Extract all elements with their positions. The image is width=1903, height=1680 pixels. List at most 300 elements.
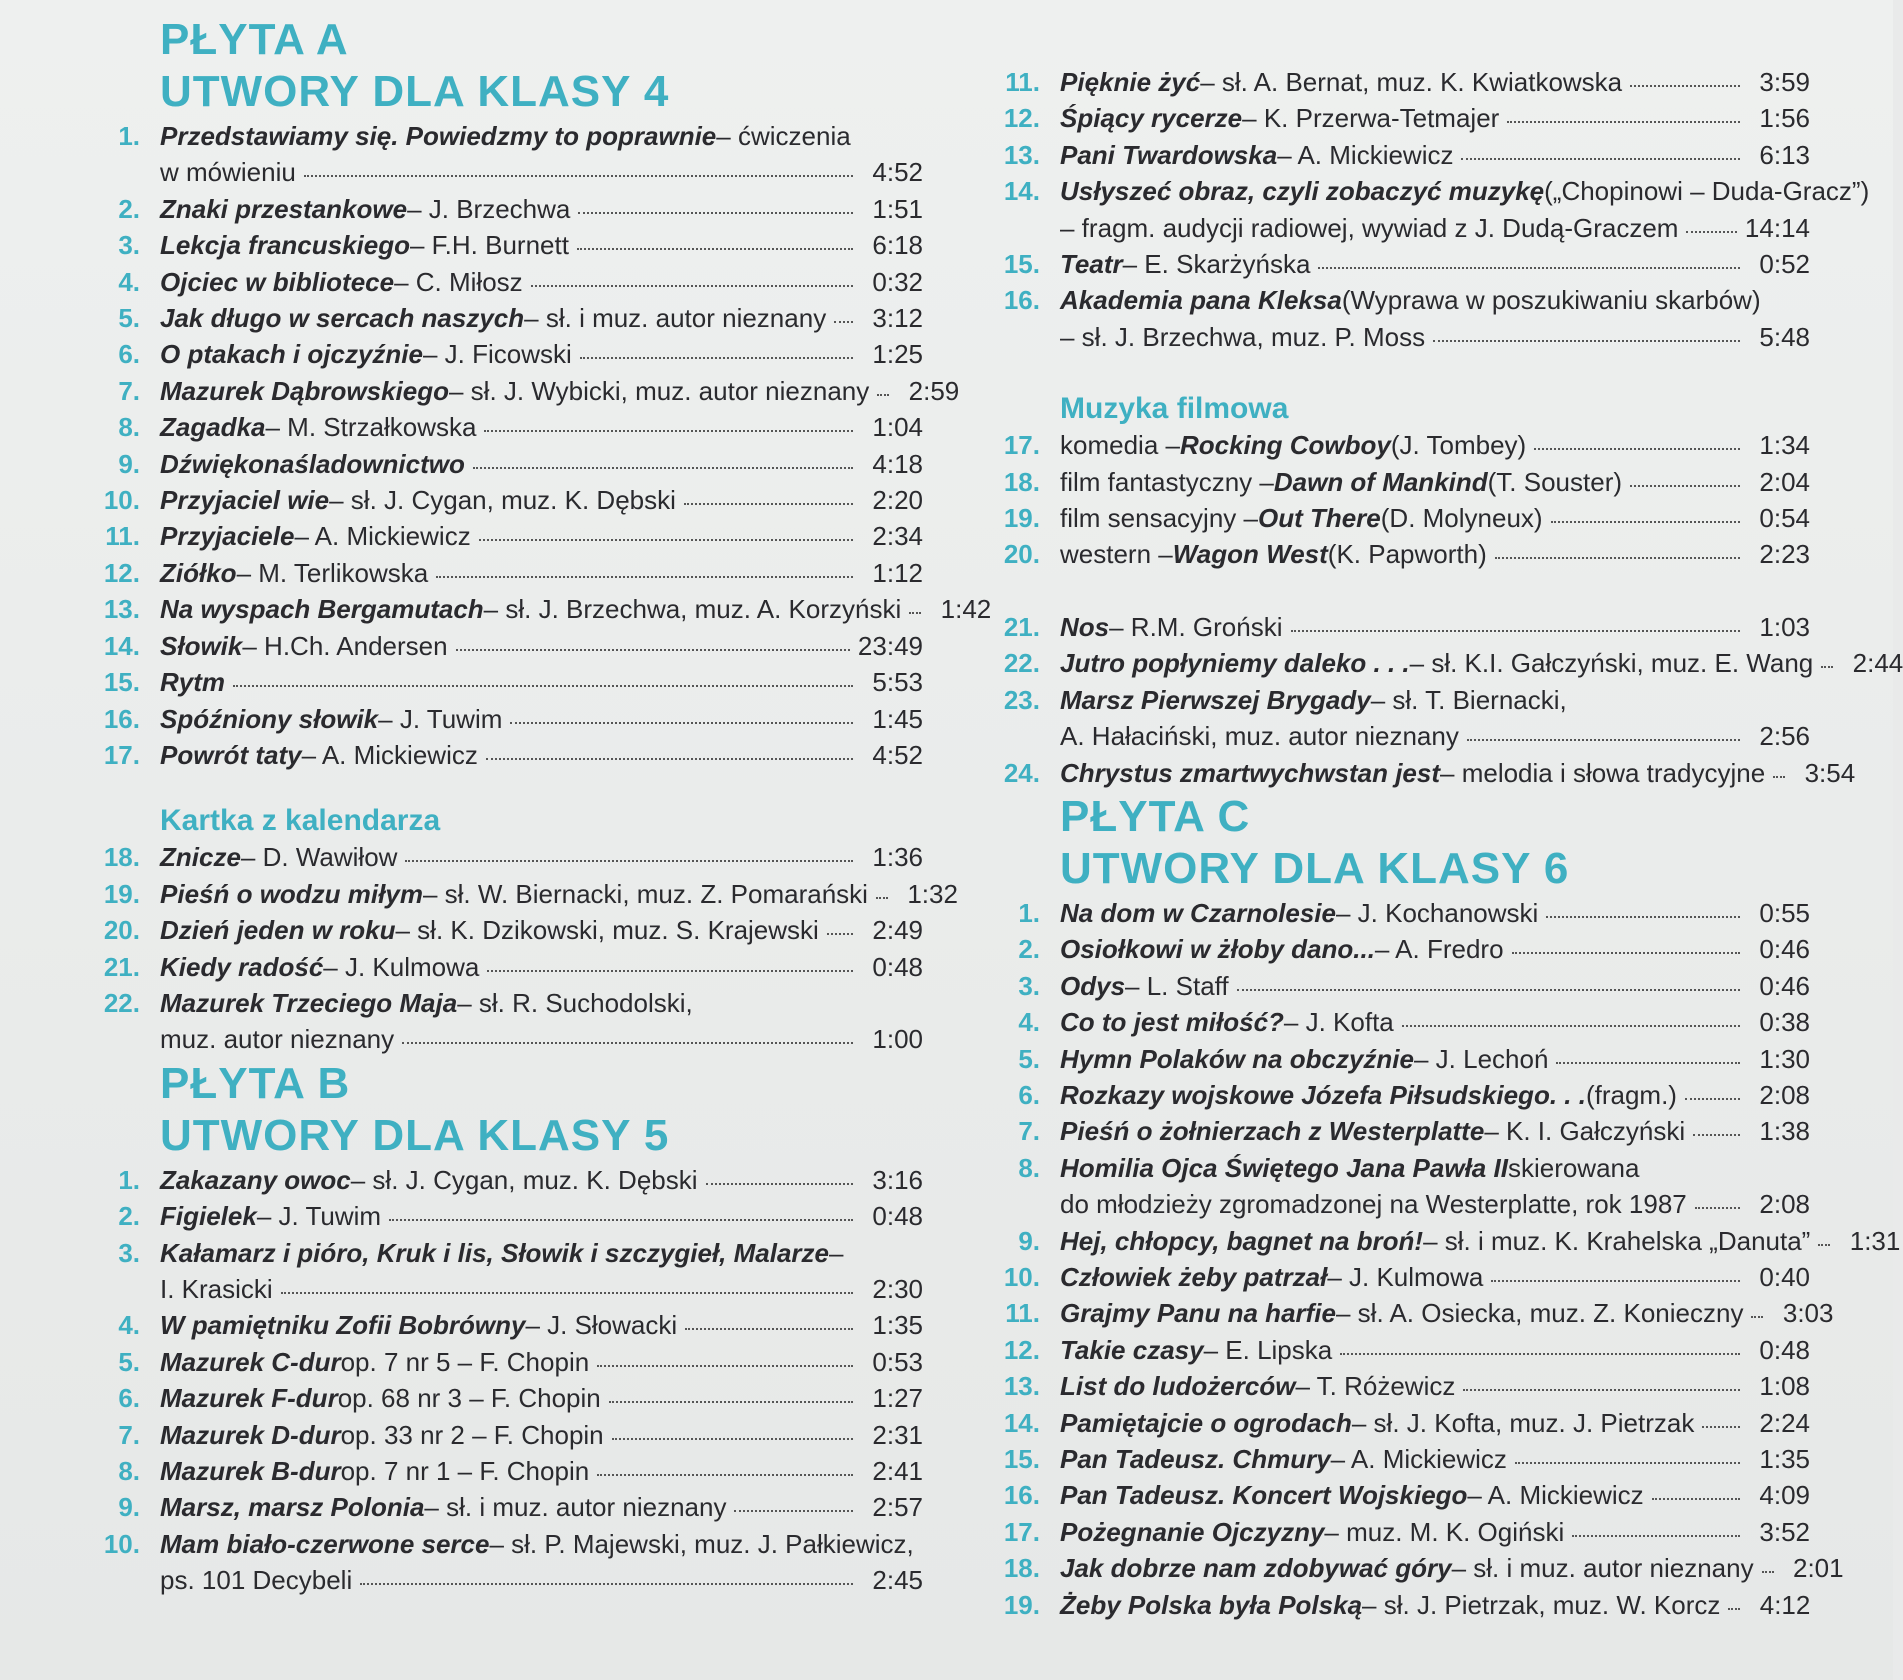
dot-leader <box>1512 946 1740 954</box>
track-line <box>160 409 923 445</box>
muzyka-filmowa-heading: Muzyka filmowa <box>1060 392 1289 426</box>
track-credits: – sł. A. Osiecka, muz. Z. Konieczny <box>1335 1298 1744 1329</box>
track-duration: 1:42 <box>940 594 992 625</box>
dot-leader <box>1491 1274 1740 1282</box>
track-number: 20. <box>103 915 140 946</box>
track-line <box>1060 1041 1810 1077</box>
track-title: List do ludożerców <box>1060 1371 1296 1402</box>
dot-leader <box>1515 1456 1740 1464</box>
dot-leader <box>1572 1529 1740 1537</box>
track-duration: 6:13 <box>1759 139 1810 170</box>
track-title: Grajmy Panu na harfie <box>1060 1298 1336 1329</box>
track-number: 20. <box>1003 539 1040 570</box>
track-number: 2. <box>118 193 140 224</box>
track-credits: – sł. J. Brzechwa, muz. A. Korzyński <box>483 594 902 625</box>
track-number: 22. <box>103 987 140 1018</box>
track-item <box>988 1514 1810 1550</box>
track-duration: 1:56 <box>1759 103 1810 134</box>
disc-c-subheading: UTWORY DLA KLASY 6 <box>1060 843 1570 893</box>
track-number: 1. <box>1018 897 1040 928</box>
track-credits: – sł. J. Kofta, muz. J. Pietrzak <box>1351 1407 1695 1438</box>
dot-leader <box>1685 1092 1740 1100</box>
track-credits: („Chopinowi – Duda-Gracz”) <box>1544 176 1870 207</box>
track-title: Przedstawiamy się. Powiedzmy to poprawnie <box>160 121 717 151</box>
track-title: Mazurek F-dur <box>160 1383 338 1414</box>
track-number: 21. <box>103 951 140 982</box>
track-item <box>988 1477 1810 1513</box>
track-number: 1. <box>118 1164 140 1195</box>
track-credits: – J. Kochanowski <box>1335 897 1539 928</box>
track-title: Figielek <box>160 1201 257 1232</box>
track-item <box>988 1332 1810 1368</box>
track-duration: 3:03 <box>1782 1298 1834 1329</box>
track-duration: 2:56 <box>1759 721 1810 752</box>
track-number: 14. <box>1003 176 1040 207</box>
track-number: 9. <box>1018 1225 1040 1256</box>
track-title: Pani Twardowska <box>1060 139 1278 170</box>
track-duration: 6:18 <box>872 230 923 261</box>
track-number: 10. <box>103 1528 140 1559</box>
track-credits: – J. Kofta <box>1283 1007 1394 1038</box>
track-line <box>160 1489 923 1525</box>
track-duration: 0:46 <box>1759 970 1810 1001</box>
track-credits: – A. Mickiewicz <box>1277 139 1454 170</box>
dot-leader <box>304 169 853 177</box>
dot-leader <box>405 854 853 862</box>
track-title: Rozkazy wojskowe Józefa Piłsudskiego. . . <box>1060 1079 1586 1110</box>
track-title: Marsz, marsz Polonia <box>160 1492 425 1523</box>
track-credits: (J. Tombey) <box>1390 430 1527 461</box>
track-item <box>988 246 1810 282</box>
dot-leader <box>281 1286 853 1294</box>
dot-leader <box>1695 1201 1740 1209</box>
track-title: Żeby Polska była Polską <box>1060 1589 1363 1620</box>
disc-b-heading: PŁYTA B <box>160 1058 351 1108</box>
track-duration: 3:54 <box>1804 757 1856 788</box>
track-line <box>1060 1259 1810 1295</box>
track-credits: – A. Mickiewicz <box>294 521 471 552</box>
dot-leader <box>1773 770 1785 778</box>
track-line <box>1060 968 1810 1004</box>
track-credits: (T. Souster) <box>1487 466 1623 497</box>
track-title: Dawn of Mankind <box>1273 466 1488 497</box>
track-item <box>88 118 923 191</box>
track-title: Spóźniony słowik <box>160 703 379 734</box>
track-number: 16. <box>1003 285 1040 316</box>
track-credits: – sł. i muz. autor nieznany <box>424 1492 727 1523</box>
track-number: 11. <box>1005 67 1040 97</box>
track-item <box>988 536 1810 572</box>
dot-leader <box>578 206 853 214</box>
track-number: 11. <box>105 521 140 552</box>
track-title: Pan Tadeusz. Koncert Wojskiego <box>1060 1480 1468 1511</box>
track-title: Co to jest miłość? <box>1060 1007 1284 1038</box>
track-number: 4. <box>1018 1007 1040 1038</box>
dot-leader <box>1686 225 1736 233</box>
kartka-tracklist <box>88 839 958 1057</box>
track-title: Na wyspach Bergamutach <box>160 594 484 625</box>
track-line <box>1060 895 1810 931</box>
track-number: 3. <box>1018 970 1040 1001</box>
track-title: Odys <box>1060 970 1126 1001</box>
track-credits: (D. Molyneux) <box>1380 503 1543 534</box>
disc-a-tracklist <box>88 118 992 773</box>
track-credits: – A. Mickiewicz <box>1467 1480 1644 1511</box>
track-title: Mazurek B-dur <box>160 1456 341 1486</box>
track-item <box>988 645 1903 681</box>
disc-b-more-tracklist <box>988 609 1903 791</box>
track-title: Pięknie żyć <box>1060 67 1201 97</box>
track-credits: – sł. i muz. K. Krahelska „Danuta” <box>1423 1225 1811 1256</box>
dot-leader <box>577 242 853 250</box>
track-line <box>1060 137 1810 173</box>
track-duration: 0:32 <box>872 266 923 297</box>
track-number: 9. <box>118 1492 140 1523</box>
track-credits: – sł. K.I. Gałczyński, muz. E. Wang <box>1409 648 1814 679</box>
track-title: Jak długo w sercach naszych <box>160 303 525 334</box>
track-title: Dźwiękonaśladownictwo <box>160 448 465 479</box>
track-item <box>988 137 1810 173</box>
track-item <box>88 446 923 482</box>
track-title: Ojciec w bibliotece <box>160 266 395 297</box>
track-duration: 0:48 <box>872 1201 923 1232</box>
track-title: Mazurek C-dur <box>160 1346 341 1377</box>
disc-b-tracklist <box>88 1162 923 1599</box>
track-duration: 2:41 <box>872 1456 923 1486</box>
track-item <box>88 482 923 518</box>
track-duration: 1:25 <box>872 339 923 370</box>
disc-b-subheading: UTWORY DLA KLASY 5 <box>160 1110 670 1160</box>
track-line <box>1060 1004 1810 1040</box>
track-line <box>160 1453 923 1489</box>
track-credits: – sł. R. Suchodolski, <box>457 987 693 1018</box>
track-line-continued <box>1060 718 1810 754</box>
track-credits: op. 7 nr 1 – F. Chopin <box>340 1456 590 1486</box>
track-credits: – sł. J. Pietrzak, muz. W. Korcz <box>1362 1589 1721 1620</box>
track-duration: 4:52 <box>872 157 923 188</box>
track-item <box>88 912 923 948</box>
track-duration: 1:00 <box>872 1024 923 1055</box>
track-credits: – sł. T. Biernacki, <box>1370 684 1567 715</box>
track-duration: 1:04 <box>872 412 923 443</box>
track-item <box>88 701 923 737</box>
track-item <box>988 100 1810 136</box>
track-item <box>88 336 923 372</box>
track-duration: 1:34 <box>1759 430 1810 461</box>
track-item <box>88 300 923 336</box>
track-item <box>88 1526 923 1599</box>
track-number: 8. <box>118 1456 140 1486</box>
track-number: 18. <box>1003 1553 1040 1584</box>
track-credits: – sł. i muz. autor nieznany <box>1451 1553 1754 1584</box>
track-credits: – muz. M. K. Ogiński <box>1324 1516 1565 1547</box>
track-number: 13. <box>103 594 140 625</box>
dot-leader <box>1556 1056 1740 1064</box>
track-credits: (Wyprawa w poszukiwaniu skarbów) <box>1341 285 1761 316</box>
track-line <box>160 1198 923 1234</box>
track-item <box>988 968 1810 1004</box>
track-item <box>88 985 923 1058</box>
track-credits-continued: muz. autor nieznany <box>160 1024 395 1055</box>
track-title: Rocking Cowboy <box>1179 430 1391 461</box>
track-line <box>160 191 923 227</box>
track-item <box>988 1405 1810 1441</box>
track-title: Powrót taty <box>160 739 302 770</box>
track-line-continued <box>160 1021 923 1057</box>
track-item <box>88 839 923 875</box>
dot-leader <box>479 533 853 541</box>
track-number: 8. <box>118 412 140 443</box>
track-number: 10. <box>1003 1261 1040 1292</box>
track-credits: – <box>829 1237 844 1268</box>
track-line <box>1060 645 1903 681</box>
track-duration: 3:16 <box>872 1164 923 1195</box>
track-line <box>160 737 923 773</box>
track-duration: 5:53 <box>872 667 923 698</box>
track-line <box>160 1162 923 1198</box>
track-line <box>160 1526 923 1562</box>
disc-a-subheading: UTWORY DLA KLASY 4 <box>160 67 670 116</box>
track-line <box>1060 1295 1834 1331</box>
track-credits-continued: – fragm. audycji radiowej, wywiad z J. Dudą-Graczem <box>1060 212 1679 243</box>
track-item <box>88 518 923 554</box>
track-credits: – E. Lipska <box>1203 1334 1333 1365</box>
track-item <box>88 876 958 912</box>
track-credits: (fragm.) <box>1585 1079 1677 1110</box>
track-title: Teatr <box>1060 249 1123 280</box>
track-duration: 2:08 <box>1759 1079 1810 1110</box>
track-title: Wagon West <box>1172 539 1328 570</box>
track-line <box>1060 1150 1810 1186</box>
track-number: 17. <box>1003 430 1040 461</box>
track-credits: – sł. J. Wybicki, muz. autor nieznany <box>448 375 870 406</box>
track-line <box>160 300 923 336</box>
disc-a-heading: PŁYTA A <box>160 15 349 64</box>
track-duration: 4:12 <box>1759 1589 1811 1620</box>
track-credits: op. 7 nr 5 – F. Chopin <box>340 1346 590 1377</box>
track-line <box>160 1307 923 1343</box>
track-line <box>160 985 923 1021</box>
track-title: Out There <box>1257 503 1381 534</box>
dot-leader <box>1495 551 1740 559</box>
track-item <box>88 1344 923 1380</box>
track-number: 19. <box>103 878 140 909</box>
track-line <box>160 1235 923 1271</box>
track-title: Znicze <box>160 842 241 873</box>
track-title: Mazurek Trzeciego Maja <box>160 987 458 1018</box>
track-duration: 1:51 <box>872 193 923 224</box>
dot-leader <box>436 570 853 578</box>
track-title: Rytm <box>160 667 226 698</box>
dot-leader <box>877 388 889 396</box>
track-credits: – M. Strzałkowska <box>265 412 477 443</box>
track-duration: 3:12 <box>872 303 923 334</box>
track-credits: – sł. J. Cygan, muz. K. Dębski <box>350 1164 698 1195</box>
track-line <box>160 628 923 664</box>
track-line <box>160 227 923 263</box>
track-genre: western – <box>1060 539 1173 570</box>
track-credits: – J. Tuwim <box>378 703 503 734</box>
track-item <box>88 1380 923 1416</box>
track-number: 7. <box>118 375 140 406</box>
track-title: Przyjaciele <box>160 521 295 552</box>
dot-leader <box>1546 910 1740 918</box>
dot-leader <box>684 497 853 505</box>
track-title: Znaki przestankowe <box>160 193 408 224</box>
track-number: 15. <box>103 667 140 698</box>
track-credits: op. 33 nr 2 – F. Chopin <box>340 1419 604 1450</box>
dot-leader <box>827 927 853 935</box>
dot-leader <box>609 1395 853 1403</box>
dot-leader <box>597 1359 853 1367</box>
track-credits: – F.H. Burnett <box>410 230 569 261</box>
track-credits: – C. Miłosz <box>394 266 523 297</box>
track-title: Lekcja francuskiego <box>160 230 410 261</box>
disc-c-tracklist <box>988 895 1901 1623</box>
track-title: Pamiętajcie o ogrodach <box>1060 1407 1352 1438</box>
track-duration: 0:55 <box>1759 897 1810 928</box>
track-line <box>160 949 923 985</box>
track-duration: 1:03 <box>1759 611 1810 642</box>
track-number: 5. <box>118 1346 140 1377</box>
track-duration: 1:32 <box>907 878 958 909</box>
track-genre: film sensacyjny – <box>1060 503 1258 534</box>
track-number: 14. <box>103 630 140 661</box>
dot-leader <box>1652 1492 1740 1500</box>
track-credits: – J. Kulmowa <box>323 951 480 982</box>
track-line-continued <box>1060 319 1810 355</box>
track-credits: – sł. K. Dzikowski, muz. S. Krajewski <box>395 915 819 946</box>
track-duration: 1:45 <box>872 703 923 734</box>
track-number: 12. <box>103 557 140 588</box>
track-duration: 1:08 <box>1759 1371 1810 1402</box>
track-credits: – D. Wawiłow <box>240 842 398 873</box>
dot-leader <box>1728 1602 1740 1610</box>
track-item <box>88 1235 923 1308</box>
track-line <box>1060 1368 1810 1404</box>
track-title: Zakazany owoc <box>160 1164 351 1195</box>
track-title: Nos <box>1060 611 1110 642</box>
track-duration: 1:35 <box>1759 1444 1810 1474</box>
track-line <box>1060 500 1810 536</box>
track-number: 15. <box>1003 1444 1040 1474</box>
track-line <box>160 701 923 737</box>
track-item <box>988 282 1810 355</box>
dot-leader <box>909 606 921 614</box>
track-duration: 0:52 <box>1759 249 1810 280</box>
track-item <box>988 1004 1810 1040</box>
track-duration: 2:24 <box>1759 1407 1810 1438</box>
track-item <box>88 191 923 227</box>
track-number: 13. <box>1003 1371 1040 1402</box>
dot-leader <box>402 1036 853 1044</box>
track-line <box>1060 1113 1810 1149</box>
track-credits-continued: w mówieniu <box>160 157 296 188</box>
track-line <box>160 591 992 627</box>
track-line <box>160 876 958 912</box>
track-item <box>88 409 923 445</box>
track-number: 12. <box>1003 103 1040 134</box>
track-item <box>88 264 923 300</box>
track-credits-continued: I. Krasicki <box>160 1273 273 1304</box>
track-item <box>988 1295 1834 1331</box>
track-item <box>988 1441 1810 1477</box>
track-line <box>1060 755 1856 791</box>
track-duration: 1:30 <box>1759 1043 1810 1074</box>
track-number: 4. <box>118 266 140 297</box>
dot-leader <box>1818 1238 1830 1246</box>
dot-leader <box>1461 152 1740 160</box>
track-line <box>1060 1223 1901 1259</box>
track-item <box>88 949 923 985</box>
track-credits: – sł. W. Biernacki, muz. Z. Pomarański <box>422 878 868 909</box>
track-duration: 0:38 <box>1759 1007 1810 1038</box>
dot-leader <box>389 1213 853 1221</box>
track-number: 15. <box>1003 249 1040 280</box>
dot-leader <box>531 279 853 287</box>
track-genre: komedia – <box>1060 430 1180 461</box>
track-title: Chrystus zmartwychwstan jest <box>1060 757 1441 788</box>
track-title: Kiedy radość <box>160 951 324 982</box>
track-duration: 2:31 <box>872 1419 923 1450</box>
track-title: Jutro popłyniemy daleko . . . <box>1060 648 1410 679</box>
track-number: 9. <box>118 448 140 479</box>
track-duration: 14:14 <box>1744 212 1810 243</box>
dot-leader <box>580 351 853 359</box>
track-item <box>88 591 992 627</box>
track-title: Przyjaciel wie <box>160 485 330 516</box>
dot-leader <box>484 424 853 432</box>
dot-leader <box>597 1468 853 1476</box>
track-credits-continued: – sł. J. Brzechwa, muz. P. Moss <box>1060 321 1426 352</box>
track-line <box>1060 282 1810 318</box>
track-title: Takie czasy <box>1060 1334 1204 1365</box>
track-duration: 1:31 <box>1849 1225 1901 1256</box>
track-line <box>160 1344 923 1380</box>
dot-leader <box>1821 660 1833 668</box>
dot-leader <box>1291 624 1741 632</box>
track-number: 10. <box>103 485 140 516</box>
track-duration: 2:20 <box>872 485 923 516</box>
track-genre: film fantastyczny – <box>1060 466 1274 497</box>
dot-leader <box>1237 983 1740 991</box>
track-duration: 0:40 <box>1759 1261 1810 1292</box>
track-credits: – A. Mickiewicz <box>1330 1444 1507 1474</box>
track-item <box>988 64 1810 100</box>
track-line-continued <box>160 154 923 190</box>
track-item <box>88 1162 923 1198</box>
track-credits: – E. Skarżyńska <box>1122 249 1311 280</box>
track-title: Akademia pana Kleksa <box>1060 285 1342 316</box>
track-line <box>160 1380 923 1416</box>
track-item <box>88 1453 923 1489</box>
track-number: 19. <box>1003 503 1040 534</box>
track-credits: – sł. J. Cygan, muz. K. Dębski <box>329 485 676 516</box>
track-title: Hymn Polaków na obczyźnie <box>1060 1043 1414 1074</box>
track-item <box>988 1223 1901 1259</box>
track-title: Osiołkowi w żłoby dano... <box>1060 934 1375 965</box>
track-title: Pożegnanie Ojczyzny <box>1060 1516 1325 1547</box>
track-line-continued <box>160 1271 923 1307</box>
track-number: 6. <box>118 339 140 370</box>
track-duration: 2:01 <box>1793 1553 1844 1584</box>
track-credits: – M. Terlikowska <box>236 557 429 588</box>
track-line <box>160 1417 923 1453</box>
track-title: Ziółko <box>160 557 237 588</box>
track-title: Usłyszeć obraz, czyli zobaczyć muzykę <box>1060 176 1545 207</box>
track-number: 24. <box>1003 757 1040 788</box>
track-credits: skierowana <box>1507 1152 1640 1183</box>
